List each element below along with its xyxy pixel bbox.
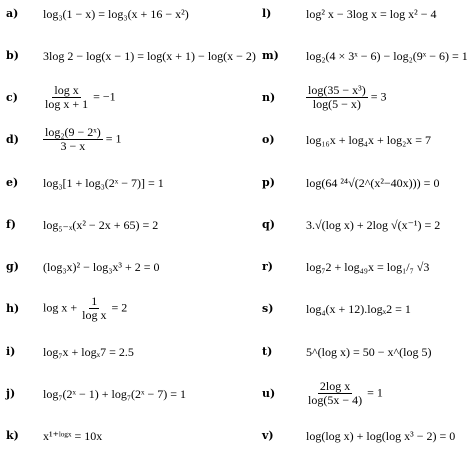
problem-label: p): [262, 176, 275, 189]
problem-label: h): [6, 302, 20, 315]
equation: log₃[1 + log₃(2ˣ − 7)] = 1: [43, 176, 164, 190]
equation-rhs: = 1: [364, 385, 383, 400]
problem-label: k): [6, 429, 19, 442]
equation-rhs: = 2: [108, 300, 128, 315]
problem-label: j): [6, 387, 16, 400]
fraction: [43, 126, 103, 153]
equation-rhs: = −1: [90, 89, 116, 104]
equation-prefix: log x +: [43, 300, 81, 315]
equation-rhs: = 1: [102, 131, 122, 146]
problem-label: n): [262, 91, 276, 104]
problem-label: t): [262, 345, 273, 358]
fraction-numerator: 2log x: [319, 379, 351, 393]
equation: [306, 380, 383, 407]
problem-label: m): [262, 49, 279, 62]
problem-label: u): [262, 387, 276, 400]
problem-label: q): [262, 218, 275, 231]
fraction-denominator: log(5 − x): [312, 97, 361, 111]
equation: 3.√(log x) + 2log √(x⁻¹) = 2: [306, 218, 441, 232]
fraction-denominator: log x + 1: [45, 97, 89, 111]
problem-label: l): [262, 7, 272, 20]
problem-label: r): [262, 260, 273, 273]
equation: log₂(4 × 3ˣ − 6) − log₂(9ˣ − 6) = 1: [306, 49, 468, 63]
problem-label: f): [6, 218, 16, 231]
equation: [43, 126, 122, 153]
fraction-numerator: log(35 − x³): [308, 83, 366, 97]
equation: log(log x) + log(log x³ − 2) = 0: [306, 429, 456, 443]
equation: x¹⁺ˡᵒᵍˣ = 10x: [43, 429, 103, 443]
problem-label: a): [6, 7, 19, 20]
equation: 5^(log x) = 50 − x^(log 5): [306, 345, 432, 359]
fraction-denominator: 3 − x: [60, 139, 86, 153]
equation: log₅₋ₓ(x² − 2x + 65) = 2: [43, 218, 159, 232]
problem-label: i): [6, 345, 16, 358]
fraction-numerator: log₂(9 − 2ˣ): [45, 125, 101, 139]
equation: (log₃x)² − log₃x³ + 2 = 0: [43, 260, 160, 274]
equation: log₃(1 − x) = log₃(x + 16 − x²): [43, 7, 189, 21]
fraction: [306, 84, 368, 111]
fraction-numerator: 1: [91, 294, 98, 308]
equation: log₇(2ˣ − 1) + log₇(2ˣ − 7) = 1: [43, 387, 187, 401]
equation: log² x − 3log x = log x² − 4: [306, 7, 437, 21]
equation: log₇x + logₓ7 = 2.5: [43, 345, 134, 359]
equation: log₁₆x + log₄x + log₂x = 7: [306, 133, 432, 147]
fraction: [306, 380, 364, 407]
problem-label: v): [262, 429, 274, 442]
equation: 3log 2 − log(x − 1) = log(x + 1) − log(x − 2): [43, 49, 256, 63]
equation: [43, 295, 127, 322]
equation: log₄(x + 12).logₓ2 = 1: [306, 302, 411, 316]
fraction-denominator: log x: [82, 308, 107, 322]
equation: [306, 84, 386, 111]
fraction-numerator: log x: [54, 83, 79, 97]
fraction: [43, 84, 90, 111]
problem-label: e): [6, 176, 19, 189]
problem-label: b): [6, 49, 19, 62]
equation-rhs: = 3: [367, 89, 387, 104]
problem-label: c): [6, 91, 18, 104]
problem-label: o): [262, 133, 275, 146]
equation: log(64 ²⁴√(2^(x²−40x))) = 0: [306, 176, 440, 190]
fraction: [80, 295, 108, 322]
problem-label: d): [6, 133, 19, 146]
problem-label: s): [262, 302, 274, 315]
equation: log₇2 + log₄₉x = log₁/₇ √3: [306, 260, 430, 274]
problem-label: g): [6, 260, 19, 273]
fraction-denominator: log(5x − 4): [308, 393, 363, 407]
equation: [43, 84, 116, 111]
